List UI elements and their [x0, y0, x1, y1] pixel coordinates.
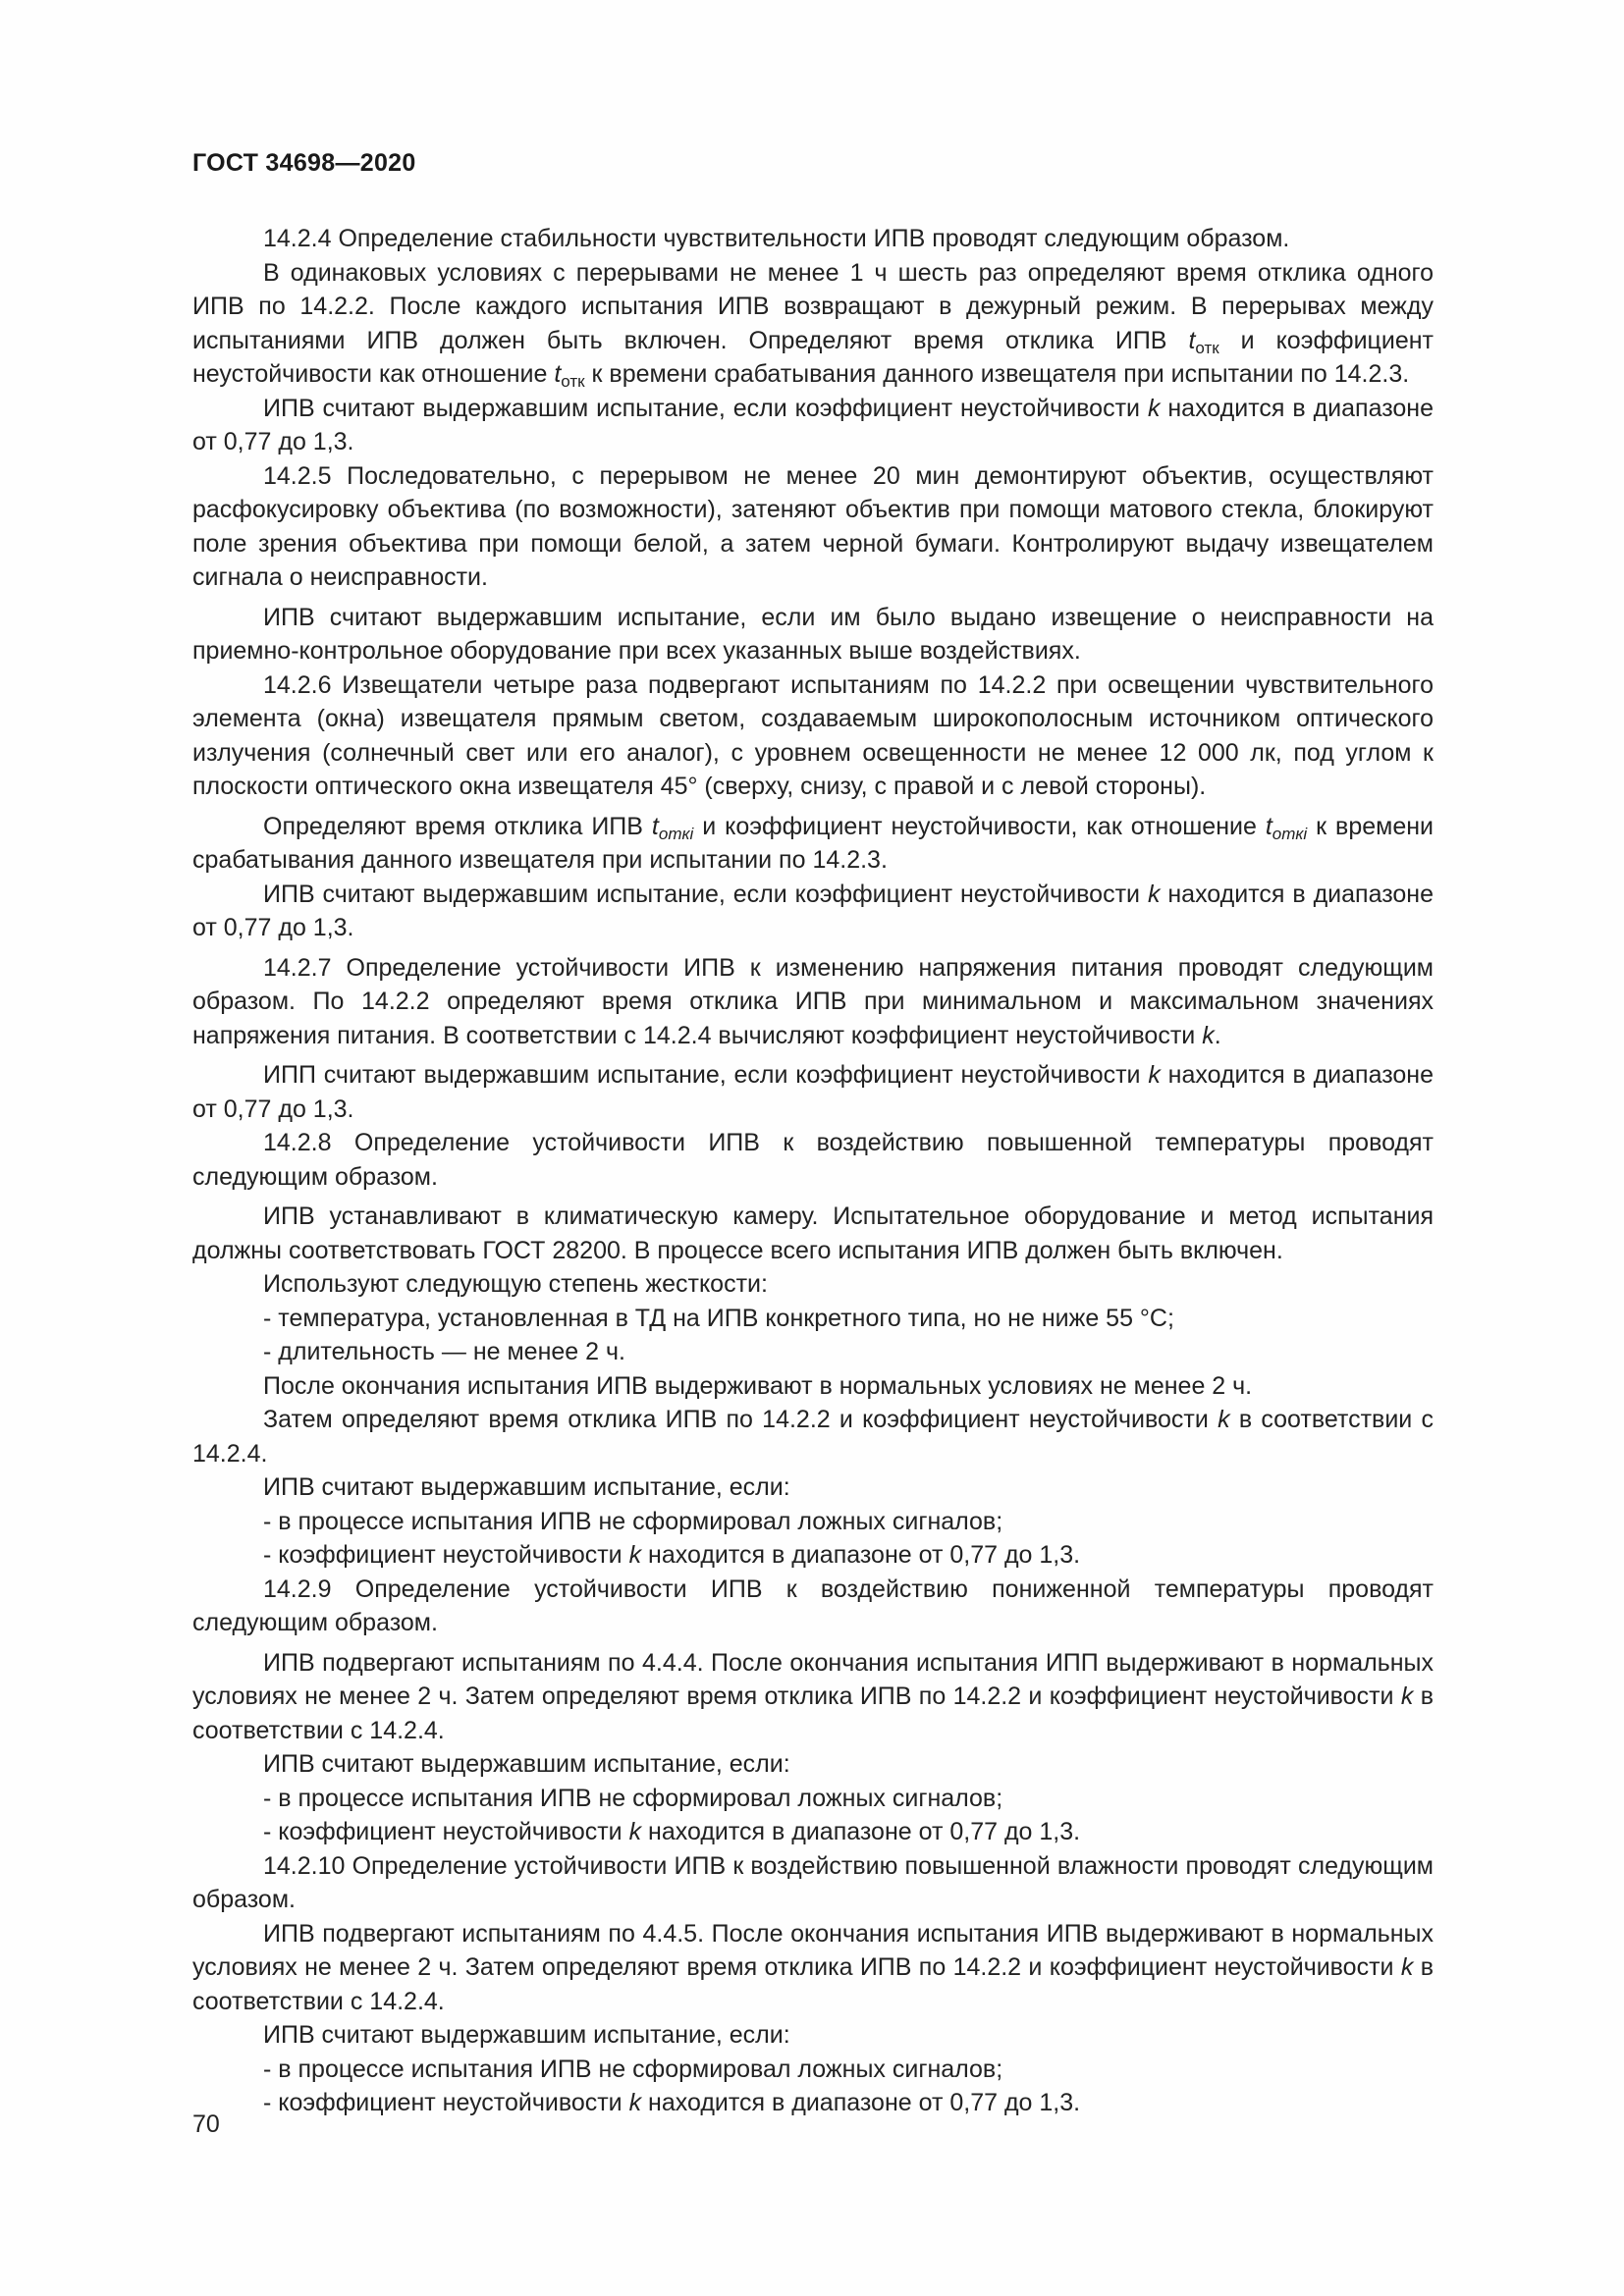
variable-k: k	[1148, 1061, 1161, 1089]
paragraph: ИПВ считают выдержавшим испытание, если им было выдано извещение о неисправности на приемно-контрольное оборудование при всех указанных выше воздействиях.	[192, 603, 1434, 665]
paragraph: ИПВ считают выдержавшим испытание, если:	[263, 1750, 790, 1778]
paragraph-14-2-5: 14.2.5 Последовательно, с перерывом не менее 20 мин демонтируют объектив, осуществляют расфокусировку объектива (по возможности), затеняют объектив при помощи матового стекла, блокируют поле зрения объектива при помощи белой, а затем черной бумаги. Контролируют выдачу извещателем сигнала о неисправности.	[192, 461, 1434, 591]
list-item: - в процессе испытания ИПВ не сформировал ложных сигналов;	[263, 1507, 1003, 1535]
paragraph: После окончания испытания ИПВ выдерживают в нормальных условиях не менее 2 ч.	[263, 1371, 1253, 1400]
list-item: - в процессе испытания ИПВ не сформировал ложных сигналов;	[263, 2055, 1003, 2083]
paragraph-14-2-9: 14.2.9 Определение устойчивости ИПВ к воздействию пониженной температуры проводят следующим образом.	[192, 1575, 1434, 1636]
paragraph-14-2-10: 14.2.10 Определение устойчивости ИПВ к воздействию повышенной влажности проводят следующим образом.	[192, 1851, 1434, 1913]
variable-k: k	[1218, 1406, 1230, 1433]
document-code-header: ГОСТ 34698—2020	[192, 149, 416, 177]
variable-k: k	[1147, 394, 1161, 422]
variable-k: k	[1400, 1682, 1414, 1710]
variable-k: k	[1147, 880, 1161, 908]
paragraph: ИПП считают выдержавшим испытание, если коэффициент неустойчивости k находится в диапазоне от 0,77 до 1,3.	[192, 1061, 1434, 1123]
variable-t: t	[1265, 812, 1272, 840]
list-item: - коэффициент неустойчивости k находится в диапазоне от 0,77 до 1,3.	[263, 1541, 1081, 1569]
paragraph: ИПВ подвергают испытаниям по 4.4.4. После окончания испытания ИПП выдерживают в нормальных условиях не менее 2 ч. Затем определяют время отклика ИПВ по 14.2.2 и коэффициент неустойчивости k в соответствии с 14.2.4.	[192, 1648, 1434, 1744]
list-item: - температура, установленная в ТД на ИПВ конкретного типа, но не ниже 55 °С;	[263, 1304, 1174, 1332]
list-item: - коэффициент неустойчивости k находится в диапазоне от 0,77 до 1,3.	[263, 2089, 1081, 2116]
subscript: отк	[1195, 338, 1219, 357]
paragraph: ИПВ считают выдержавшим испытание, если:	[263, 2021, 790, 2049]
list-item: - длительность — не менее 2 ч.	[263, 1338, 625, 1365]
paragraph: ИПВ считают выдержавшим испытание, если коэффициент неустойчивости k находится в диапазоне от 0,77 до 1,3.	[192, 880, 1434, 941]
variable-t: t	[651, 812, 659, 840]
paragraph: Затем определяют время отклика ИПВ по 14.2.2 и коэффициент неустойчивости k в соответствии с 14.2.4.	[192, 1406, 1434, 1468]
paragraph: ИПВ считают выдержавшим испытание, если коэффициент неустойчивости k находится в диапазоне от 0,77 до 1,3.	[192, 394, 1434, 455]
paragraph-14-2-7: 14.2.7 Определение устойчивости ИПВ к изменению напряжения питания проводят следующим образом. По 14.2.2 определяют время отклика ИПВ при минимальном и максимальном значениях напряжения питания. В соответствии с 14.2.4 вычисляют коэффициент неустойчивости k.	[192, 953, 1434, 1049]
variable-t: t	[1188, 326, 1196, 354]
variable-k: k	[1202, 1021, 1215, 1049]
paragraph: ИПВ подвергают испытаниям по 4.4.5. После окончания испытания ИПВ выдерживают в нормальных условиях не менее 2 ч. Затем определяют время отклика ИПВ по 14.2.2 и коэффициент неустойчивости k в соответствии с 14.2.4.	[192, 1919, 1434, 2015]
subscript: откi	[1272, 824, 1308, 843]
subscript: откi	[658, 824, 694, 843]
list-item: - в процессе испытания ИПВ не сформировал ложных сигналов;	[263, 1784, 1003, 1812]
paragraph: Определяют время отклика ИПВ $t_{откi}$ и коэффициент неустойчивости, как отношение $t_{откi}$ к времени срабатывания данного извещателя при испытании по 14.2.3.	[192, 812, 1435, 874]
variable-k: k	[628, 1818, 642, 1845]
variable-t: t	[554, 360, 562, 388]
paragraph: В одинаковых условиях с перерывами не менее 1 ч шесть раз определяют время отклика одного ИПВ по 14.2.2. После каждого испытания ИПВ возвращают в дежурный режим. В перерывах между испытаниями ИПВ должен быть включен. Определяют время отклика ИПВ $t_{отк}$ и коэффициент неустойчивости как отношение $t_{отк}$ к времени срабатывания данного извещателя при испытании по 14.2.3.	[192, 258, 1434, 391]
variable-k: k	[628, 1541, 642, 1569]
page-number: 70	[192, 2110, 220, 2138]
variable-k: k	[1400, 1953, 1414, 1981]
subscript: отк	[561, 372, 585, 391]
paragraph-14-2-4: 14.2.4 Определение стабильности чувствительности ИПВ проводят следующим образом.	[263, 225, 1290, 252]
paragraph-14-2-6: 14.2.6 Извещатели четыре раза подвергают испытаниям по 14.2.2 при освещении чувствительного элемента (окна) извещателя прямым светом, создаваемым широкополосным источником оптического излучения (солнечный свет или его аналог), с уровнем освещенности не менее 12 000 лк, под углом к плоскости оптического окна извещателя 45° (сверху, снизу, с правой и с левой стороны).	[192, 670, 1434, 800]
paragraph: Используют следующую степень жесткости:	[263, 1270, 768, 1298]
list-item: - коэффициент неустойчивости k находится в диапазоне от 0,77 до 1,3.	[263, 1818, 1081, 1845]
paragraph: ИПВ считают выдержавшим испытание, если:	[263, 1473, 790, 1501]
paragraph: ИПВ устанавливают в климатическую камеру. Испытательное оборудование и метод испытания должны соответствовать ГОСТ 28200. В процессе всего испытания ИПВ должен быть включен.	[192, 1202, 1434, 1264]
variable-k: k	[628, 2089, 642, 2116]
document-body	[192, 222, 1434, 2120]
paragraph-14-2-8: 14.2.8 Определение устойчивости ИПВ к воздействию повышенной температуры проводят следующим образом.	[192, 1129, 1434, 1191]
